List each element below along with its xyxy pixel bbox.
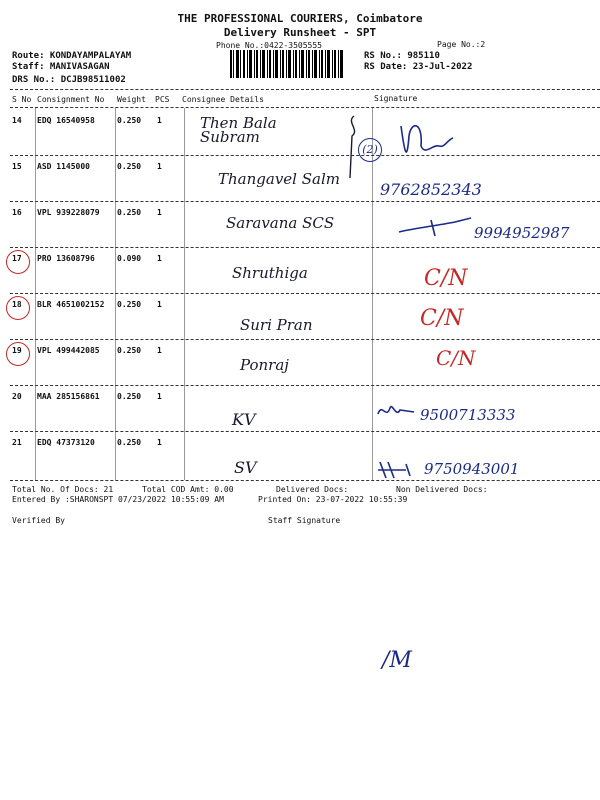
row-rule: [10, 293, 600, 294]
row-consignment: VPL 939228079: [37, 208, 100, 217]
row-phone-handwritten: 9994952987: [474, 224, 570, 242]
col-separator: [35, 108, 36, 480]
row-consignment: MAA 285156861: [37, 392, 100, 401]
row-sno: 18: [12, 300, 22, 309]
col-consignment: Consignment No: [37, 95, 105, 104]
col-sno: S No: [12, 95, 32, 104]
company-name: THE PROFESSIONAL COURIERS, Coimbatore: [177, 12, 423, 25]
total-docs: Total No. Of Docs: 21: [12, 485, 114, 494]
col-separator: [184, 108, 185, 480]
row-rule: [10, 431, 600, 432]
col-weight: Weight: [117, 95, 146, 104]
row-pcs: 1: [157, 162, 162, 171]
row-pcs: 1: [157, 438, 162, 447]
delivered-docs: Delivered Docs:: [276, 485, 349, 494]
phone-number: Phone No.:0422-3505555: [216, 41, 322, 50]
row-weight: 0.250: [117, 208, 142, 217]
row-consignment: PRO 13608796: [37, 254, 95, 263]
table-rule-bottom: [10, 480, 600, 481]
handwritten-mark: /M: [382, 648, 412, 673]
col-separator: [115, 108, 116, 480]
row-signature-mark: C/N: [424, 266, 468, 291]
row-weight: 0.250: [117, 162, 142, 171]
signature-scribble: [395, 116, 455, 170]
row-consignee-handwritten: Suri Pran: [240, 316, 313, 334]
row-signature-mark: C/N: [420, 306, 464, 331]
row-consignee-handwritten: Thangavel Salm: [218, 170, 340, 188]
row-sno: 14: [12, 116, 22, 125]
row-consignee-handwritten: Saravana SCS: [226, 214, 335, 232]
route: Route: KONDAYAMPALAYAM: [12, 51, 132, 61]
row-pcs: 1: [157, 300, 162, 309]
row-phone-handwritten: 9750943001: [424, 460, 520, 478]
row-rule: [10, 201, 600, 202]
signature-scribble: [340, 112, 368, 186]
row-pcs: 1: [157, 346, 162, 355]
row-consignment: EDQ 16540958: [37, 116, 95, 125]
row-sno: 16: [12, 208, 22, 217]
row-sno: 17: [12, 254, 22, 263]
row-consignment: BLR 4651002152: [37, 300, 105, 309]
row-rule: [10, 339, 600, 340]
verified-by-label: Verified By: [12, 516, 65, 525]
non-delivered-docs: Non Delivered Docs:: [396, 485, 488, 494]
rs-number: RS No.: 985110: [364, 51, 440, 61]
row-consignee-handwritten: SV: [234, 458, 257, 477]
col-separator: [372, 108, 373, 480]
row-consignment: ASD 1145000: [37, 162, 90, 171]
row-pcs: 1: [157, 254, 162, 263]
col-consignee: Consignee Details: [182, 95, 264, 104]
row-consignment: VPL 499442085: [37, 346, 100, 355]
row-sno: 21: [12, 438, 22, 447]
row-consignment: EDQ 47373120: [37, 438, 95, 447]
row-weight: 0.250: [117, 300, 142, 309]
row-phone-handwritten: 9762852343: [380, 180, 482, 199]
total-cod: Total COD Amt: 0.00: [142, 485, 234, 494]
row-weight: 0.250: [117, 116, 142, 125]
printed-on: Printed On: 23-07-2022 10:55:39: [258, 495, 408, 504]
barcode: [230, 50, 344, 78]
row-weight: 0.250: [117, 392, 142, 401]
drs-number: DRS No.: DCJB98511002: [12, 75, 126, 85]
row-consignee-handwritten: Shruthiga: [232, 264, 308, 282]
staff-signature-label: Staff Signature: [268, 516, 341, 525]
row-consignee-handwritten: Then Bala Subram: [200, 114, 277, 146]
row-sno: 19: [12, 346, 22, 355]
col-signature: Signature: [374, 94, 418, 103]
signature-scribble: [395, 214, 475, 242]
row-pcs: 1: [157, 392, 162, 401]
page-number: Page No.:2: [437, 40, 486, 49]
row-weight: 0.090: [117, 254, 142, 263]
row-sno: 20: [12, 392, 22, 401]
runsheet-title: Delivery Runsheet - SPT: [223, 26, 377, 39]
row-weight: 0.250: [117, 346, 142, 355]
row-pcs: 1: [157, 116, 162, 125]
row-rule: [10, 155, 600, 156]
row-rule: [10, 247, 600, 248]
header-rule-top: [10, 89, 600, 90]
row-phone-handwritten: 9500713333: [420, 406, 516, 424]
row-signature-mark: (2): [358, 138, 382, 162]
row-pcs: 1: [157, 208, 162, 217]
row-sno: 15: [12, 162, 22, 171]
col-pcs: PCS: [155, 95, 170, 104]
signature-scribble: [374, 398, 418, 426]
row-signature-mark: C/N: [436, 346, 476, 370]
rs-date: RS Date: 23-Jul-2022: [364, 62, 473, 72]
row-rule: [10, 385, 600, 386]
row-consignee-handwritten: KV: [232, 410, 256, 429]
row-weight: 0.250: [117, 438, 142, 447]
signature-scribble: [376, 458, 416, 486]
entered-by: Entered By :SHARONSPT 07/23/2022 10:55:09 AM: [12, 495, 224, 504]
staff: Staff: MANIVASAGAN: [12, 62, 110, 72]
header-rule-bottom: [10, 107, 600, 108]
row-consignee-handwritten: Ponraj: [240, 356, 289, 374]
